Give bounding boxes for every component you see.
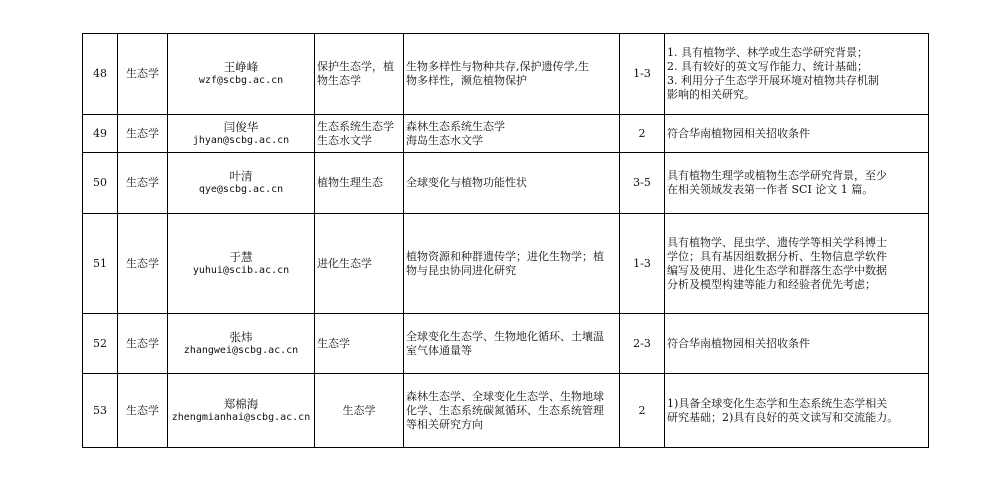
major-cell	[315, 374, 404, 448]
quota: 1-3	[633, 67, 651, 80]
supervisor-cell	[168, 153, 315, 214]
row-number: 50	[93, 176, 107, 189]
requirement-line: 1)具备全球变化生态学和生态系统生态学相关	[667, 396, 888, 410]
direction-line: 森林生态系统生态学	[406, 119, 505, 133]
supervisor-cell	[168, 214, 315, 314]
requirement-line: 编写及使用、进化生态学和群落生态学中数据	[667, 263, 887, 277]
quota-cell	[620, 34, 665, 115]
supervisor-table	[82, 33, 929, 448]
supervisor-email: yuhui@scib.ac.cn	[192, 264, 290, 276]
supervisor-email: jhyan@scbg.ac.cn	[192, 134, 290, 146]
row-number-cell	[83, 34, 118, 115]
direction-line: 森林生态学、全球变化生态学、生物地球	[406, 389, 604, 403]
row-number-cell	[83, 314, 118, 374]
direction-line: 等相关研究方向	[406, 417, 483, 431]
direction-line: 物多样性，濒危植物保护	[406, 74, 527, 87]
research-direction-cell	[404, 214, 620, 314]
row-number-cell	[83, 115, 118, 153]
supervisor-cell	[168, 314, 315, 374]
requirements-cell	[665, 115, 929, 153]
supervisor-name: 郑棉海	[223, 396, 259, 411]
quota-cell	[620, 214, 665, 314]
quota: 2-3	[633, 336, 651, 350]
quota-cell	[620, 374, 665, 448]
row-number: 51	[93, 256, 107, 270]
table-row	[83, 314, 929, 374]
supervisor-name: 闫俊华	[223, 119, 259, 134]
requirements-cell	[665, 314, 929, 374]
row-number-cell	[83, 214, 118, 314]
requirements-cell	[665, 214, 929, 314]
requirement-line: 具有植物生理学或植物生态学研究背景，至少	[667, 169, 887, 182]
document-page	[82, 33, 929, 448]
direction-line: 全球变化生态学、生物地化循环、土壤温	[406, 329, 604, 343]
table-row	[83, 374, 929, 448]
supervisor-email: qye@scbg.ac.cn	[198, 184, 284, 195]
major-line: 生态学	[317, 336, 350, 350]
major-line: 生态系统生态学	[317, 119, 394, 133]
discipline: 生态学	[126, 126, 159, 140]
supervisor-cell	[168, 374, 315, 448]
discipline: 生态学	[126, 403, 159, 417]
requirement-line: 符合华南植物园相关招收条件	[667, 126, 810, 140]
discipline-cell	[118, 314, 168, 374]
quota: 1-3	[633, 256, 651, 270]
major-cell	[315, 214, 404, 314]
discipline-cell	[118, 34, 168, 115]
major-line: 物生态学	[317, 74, 361, 87]
direction-line: 生物多样性与物种共存,保护遗传学,生	[406, 60, 589, 73]
research-direction-cell	[404, 115, 620, 153]
research-direction-cell	[404, 34, 620, 115]
supervisor-email: wzf@scbg.ac.cn	[198, 75, 284, 86]
row-number: 53	[93, 403, 107, 417]
research-direction-cell	[404, 153, 620, 214]
table-row	[83, 153, 929, 214]
major-line: 进化生态学	[317, 256, 372, 270]
supervisor-email: zhangwei@scbg.ac.cn	[183, 344, 299, 356]
major-cell	[315, 153, 404, 214]
discipline-cell	[118, 214, 168, 314]
quota-cell	[620, 314, 665, 374]
discipline-cell	[118, 374, 168, 448]
supervisor-name: 于慧	[229, 249, 253, 264]
direction-line: 植物资源和种群遗传学；进化生物学；植	[406, 249, 604, 263]
discipline-cell	[118, 153, 168, 214]
supervisor-cell	[168, 115, 315, 153]
research-direction-cell	[404, 374, 620, 448]
major-line: 植物生理生态	[317, 176, 383, 189]
quota-cell	[620, 115, 665, 153]
requirement-line: 在相关领域发表第一作者 SCI 论文 1 篇。	[667, 183, 874, 196]
requirement-line: 学位；具有基因组数据分析、生物信息学软件	[667, 249, 887, 263]
requirement-line: 符合华南植物园相关招收条件	[667, 336, 810, 350]
requirements-cell	[665, 153, 929, 214]
requirement-line: 1. 具有植物学、林学或生态学研究背景；	[667, 46, 868, 59]
quota: 2	[638, 126, 646, 140]
requirement-line: 研究基础；2)具有良好的英文读写和交流能力。	[667, 410, 899, 424]
discipline: 生态学	[126, 256, 159, 270]
row-number: 48	[93, 67, 107, 80]
discipline: 生态学	[126, 67, 159, 80]
discipline: 生态学	[126, 336, 159, 350]
direction-line: 化学、生态系统碳氮循环、生态系统管理	[406, 403, 604, 417]
direction-line: 室气体通量等	[406, 343, 472, 357]
table-row	[83, 214, 929, 314]
table-row	[83, 34, 929, 115]
requirement-line: 分析及模型构建等能力和经验者优先考虑；	[667, 277, 876, 291]
row-number-cell	[83, 374, 118, 448]
major-cell	[315, 34, 404, 115]
requirement-line: 2. 具有较好的英文写作能力、统计基础；	[667, 60, 868, 73]
direction-line: 海岛生态水文学	[406, 133, 483, 147]
direction-line: 全球变化与植物功能性状	[406, 176, 527, 189]
row-number: 49	[93, 126, 107, 140]
requirement-line: 3. 利用分子生态学开展环境对植物共存机制	[667, 74, 879, 87]
supervisor-email: zhengmianhai@scbg.ac.cn	[171, 411, 311, 423]
quota: 3-5	[633, 176, 651, 189]
research-direction-cell	[404, 314, 620, 374]
major-line: 生态水文学	[317, 133, 372, 147]
supervisor-name: 王峥峰	[223, 60, 259, 74]
major-line: 保护生态学，植	[317, 60, 394, 73]
supervisor-name: 叶清	[229, 169, 253, 183]
major-cell	[315, 115, 404, 153]
requirement-line: 具有植物学、昆虫学、遗传学等相关学科博士	[667, 235, 887, 249]
table-row	[83, 115, 929, 153]
requirements-cell	[665, 374, 929, 448]
discipline: 生态学	[126, 176, 159, 189]
quota-cell	[620, 153, 665, 214]
major-cell	[315, 314, 404, 374]
requirement-line: 影响的相关研究。	[667, 88, 755, 101]
quota: 2	[638, 403, 646, 417]
supervisor-name: 张炜	[229, 329, 253, 344]
requirements-cell	[665, 34, 929, 115]
row-number: 52	[93, 336, 107, 350]
major-line: 生态学	[342, 403, 376, 417]
row-number-cell	[83, 153, 118, 214]
direction-line: 物与昆虫协同进化研究	[406, 263, 516, 277]
discipline-cell	[118, 115, 168, 153]
supervisor-cell	[168, 34, 315, 115]
